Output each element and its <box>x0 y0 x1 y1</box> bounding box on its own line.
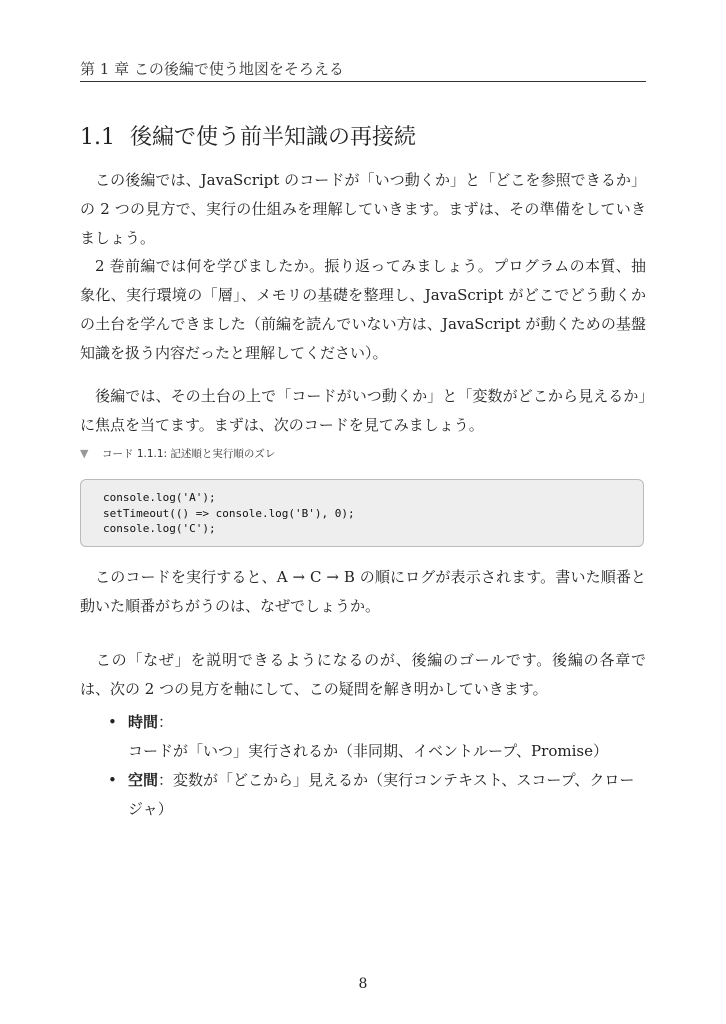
bullet-marker: • <box>108 713 117 731</box>
page-number: 8 <box>358 976 368 992</box>
paragraph-text: このコードを実行すると、A → C → B の順にログが表示されます。書いた順番と動いた順番がちがうのは、なぜでしょうか。 <box>80 568 646 615</box>
paragraph-focus <box>80 382 646 440</box>
bullet-term: 時間 <box>128 713 159 731</box>
header-rule <box>80 81 646 82</box>
bullet-marker: • <box>108 771 117 789</box>
bullet-term: 空間 <box>128 771 159 789</box>
bullet-separator: ： <box>158 713 174 731</box>
paragraph-text: この後編では、JavaScript のコードが「いつ動くか」と「どこを参照できるか」の 2 つの見方で、実行の仕組みを理解していきます。まずは、その準備をしていきましょう。 <box>80 171 646 247</box>
running-header: 第 1 章 この後編で使う地図をそろえる <box>80 60 344 78</box>
paragraph-text: 2 巻前編では何を学びましたか。振り返ってみましょう。プログラムの本質、抽象化、実行環境の「層」、メモリの基礎を整理し、JavaScript がどこでどう動くかの土台を学んできました（前編を読んでいない方は、JavaScript が動くための基盤知識を扱う内容だったと理解してください）。 <box>80 257 646 362</box>
collapse-triangle-icon: ▼ <box>80 447 89 460</box>
paragraph-intro <box>80 166 646 253</box>
bullet-text: 変数が「どこから」見えるか（実行コンテキスト、スコープ、クロージャ） <box>128 771 635 818</box>
paragraph-review <box>80 252 646 368</box>
section-number: 1.1 <box>80 125 115 150</box>
code-block <box>80 479 644 547</box>
bullet-text: コードが「いつ」実行されるか（非同期、イベントループ、Promise） <box>128 742 608 760</box>
bullet-separator: ： <box>158 771 174 789</box>
section-title: 後編で使う前半知識の再接続 <box>130 125 417 150</box>
code-line: console.log('C'); <box>103 522 216 535</box>
list-item <box>80 708 646 766</box>
paragraph-goal <box>80 646 646 704</box>
paragraph-text: 後編では、その土台の上で「コードがいつ動くか」と「変数がどこから見えるか」に焦点を当てます。まずは、次のコードを見てみましょう。 <box>80 387 646 434</box>
code-caption <box>80 446 275 461</box>
code-caption-text: コード 1.1.1: 記述順と実行順のズレ <box>102 448 276 460</box>
code-line: console.log('A'); <box>103 491 216 504</box>
code-line: setTimeout(() => console.log('B'), 0); <box>103 506 355 520</box>
paragraph-text: この「なぜ」を説明できるようになるのが、後編のゴールです。後編の各章では、次の 2 つの見方を軸にして、この疑問を解き明かしていきます。 <box>80 651 646 698</box>
list-item <box>80 766 646 824</box>
section-heading <box>80 120 416 151</box>
bullet-list <box>80 708 646 824</box>
paragraph-result <box>80 563 646 621</box>
